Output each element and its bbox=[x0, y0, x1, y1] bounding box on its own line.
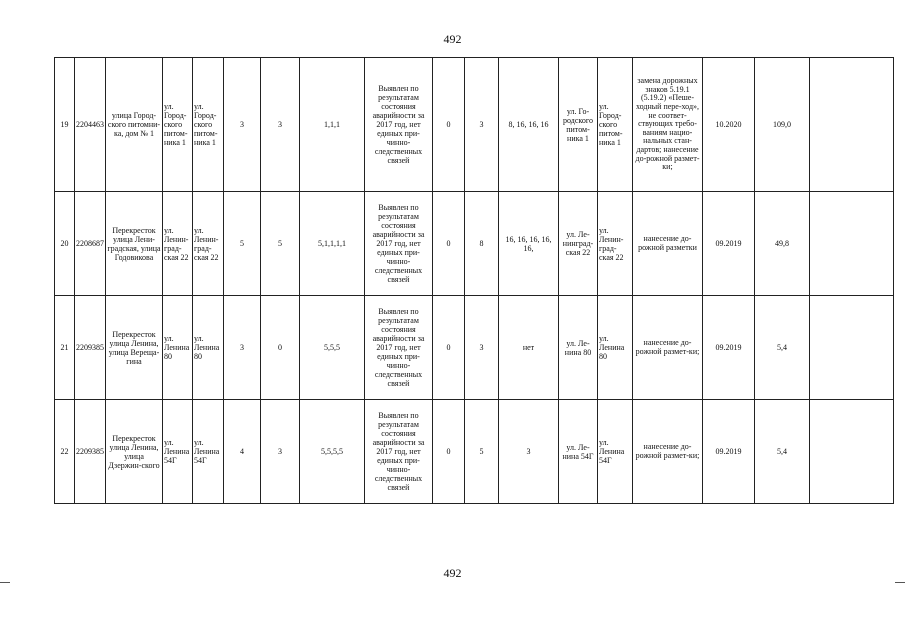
start-address-cell: ул. Ленин-град-ская 22 bbox=[163, 192, 193, 296]
measures-cell: замена дорожных знаков 5.19.1 (5.19.2) «Пеше-ходный пере-ход», не соответ-ствующих требо-ваниям нацио-нальных стан-дартов; нанесение до-рожной размет-ки; bbox=[633, 58, 703, 192]
count-10-cell: 3 bbox=[465, 58, 499, 192]
count-10-cell: 5 bbox=[465, 400, 499, 504]
end-address-cell: ул. Ленин-град-ская 22 bbox=[193, 192, 224, 296]
address-12-cell: ул. Ле-нинград-ская 22 bbox=[559, 192, 598, 296]
count-6-cell: 3 bbox=[261, 400, 300, 504]
row-number-cell: 19 bbox=[55, 58, 75, 192]
extra-cell bbox=[810, 400, 894, 504]
date-cell: 09.2019 bbox=[703, 400, 755, 504]
table-row bbox=[55, 192, 894, 296]
row-number-cell: 22 bbox=[55, 400, 75, 504]
cost-cell: 109,0 bbox=[755, 58, 810, 192]
address-12-cell: ул. Го-родского питом-ника 1 bbox=[559, 58, 598, 192]
count-10-cell: 8 bbox=[465, 192, 499, 296]
record-id-cell: 2209385 bbox=[75, 400, 106, 504]
start-address-cell: ул. Город-ского питом-ника 1 bbox=[163, 58, 193, 192]
measures-cell: нанесение до-рожной размет-ки; bbox=[633, 400, 703, 504]
address-13-cell: ул. Ленин-град-ская 22 bbox=[598, 192, 633, 296]
codes-7-cell: 1,1,1 bbox=[300, 58, 365, 192]
codes-7-cell: 5,5,5,5 bbox=[300, 400, 365, 504]
crop-mark-left bbox=[0, 582, 10, 583]
cost-cell: 49,8 bbox=[755, 192, 810, 296]
address-13-cell: ул. Ленина 54Г bbox=[598, 400, 633, 504]
end-address-cell: ул. Город-ского питом-ника 1 bbox=[193, 58, 224, 192]
count-9-cell: 0 bbox=[433, 400, 465, 504]
reason-cell: Выявлен по результатам состояния аварийности за 2017 год, нет единых при-чинно-следственных связей bbox=[365, 58, 433, 192]
codes-7-cell: 5,5,5 bbox=[300, 296, 365, 400]
address-12-cell: ул. Ле-нина 80 bbox=[559, 296, 598, 400]
end-address-cell: ул. Ленина 54Г bbox=[193, 400, 224, 504]
location-cell: улица Город-ского питомни-ка, дом № 1 bbox=[106, 58, 163, 192]
table-row bbox=[55, 58, 894, 192]
end-address-cell: ул. Ленина 80 bbox=[193, 296, 224, 400]
codes-7-cell: 5,1,1,1,1 bbox=[300, 192, 365, 296]
table-row bbox=[55, 296, 894, 400]
crop-mark-right bbox=[895, 582, 905, 583]
count-6-cell: 0 bbox=[261, 296, 300, 400]
count-5-cell: 5 bbox=[224, 192, 261, 296]
date-cell: 10.2020 bbox=[703, 58, 755, 192]
extra-cell bbox=[810, 58, 894, 192]
page-number-top: 492 bbox=[443, 32, 462, 46]
codes-11-cell: нет bbox=[499, 296, 559, 400]
page-number-bottom: 492 bbox=[443, 566, 462, 580]
codes-11-cell: 16, 16, 16, 16, 16, bbox=[499, 192, 559, 296]
location-cell: Перекресток улица Лени-градская, улица Годовикова bbox=[106, 192, 163, 296]
count-5-cell: 3 bbox=[224, 296, 261, 400]
codes-11-cell: 3 bbox=[499, 400, 559, 504]
record-id-cell: 2209385 bbox=[75, 296, 106, 400]
count-9-cell: 0 bbox=[433, 296, 465, 400]
codes-11-cell: 8, 16, 16, 16 bbox=[499, 58, 559, 192]
record-id-cell: 2204463 bbox=[75, 58, 106, 192]
cost-cell: 5,4 bbox=[755, 296, 810, 400]
extra-cell bbox=[810, 296, 894, 400]
cost-cell: 5,4 bbox=[755, 400, 810, 504]
row-number-cell: 20 bbox=[55, 192, 75, 296]
address-13-cell: ул. Ленина 80 bbox=[598, 296, 633, 400]
count-10-cell: 3 bbox=[465, 296, 499, 400]
measures-cell: нанесение до-рожной размет-ки; bbox=[633, 296, 703, 400]
start-address-cell: ул. Ленина 54Г bbox=[163, 400, 193, 504]
location-cell: Перекресток улица Ленина, улица Дзержин-ского bbox=[106, 400, 163, 504]
extra-cell bbox=[810, 192, 894, 296]
table-row bbox=[55, 400, 894, 504]
start-address-cell: ул. Ленина 80 bbox=[163, 296, 193, 400]
measures-cell: нанесение до-рожной разметки bbox=[633, 192, 703, 296]
reason-cell: Выявлен по результатам состояния аварийности за 2017 год, нет единых при-чинно-следственных связей bbox=[365, 400, 433, 504]
location-cell: Перекресток улица Ленина, улица Вереща-гина bbox=[106, 296, 163, 400]
address-13-cell: ул. Город-ского питом-ника 1 bbox=[598, 58, 633, 192]
count-6-cell: 5 bbox=[261, 192, 300, 296]
count-5-cell: 3 bbox=[224, 58, 261, 192]
record-id-cell: 2208687 bbox=[75, 192, 106, 296]
count-5-cell: 4 bbox=[224, 400, 261, 504]
count-6-cell: 3 bbox=[261, 58, 300, 192]
data-table bbox=[54, 57, 894, 504]
count-9-cell: 0 bbox=[433, 58, 465, 192]
address-12-cell: ул. Ле-нина 54Г bbox=[559, 400, 598, 504]
reason-cell: Выявлен по результатам состояния аварийности за 2017 год, нет единых при-чинно-следственных связей bbox=[365, 296, 433, 400]
date-cell: 09.2019 bbox=[703, 192, 755, 296]
row-number-cell: 21 bbox=[55, 296, 75, 400]
date-cell: 09.2019 bbox=[703, 296, 755, 400]
count-9-cell: 0 bbox=[433, 192, 465, 296]
reason-cell: Выявлен по результатам состояния аварийности за 2017 год, нет единых при-чинно-следственных связей bbox=[365, 192, 433, 296]
